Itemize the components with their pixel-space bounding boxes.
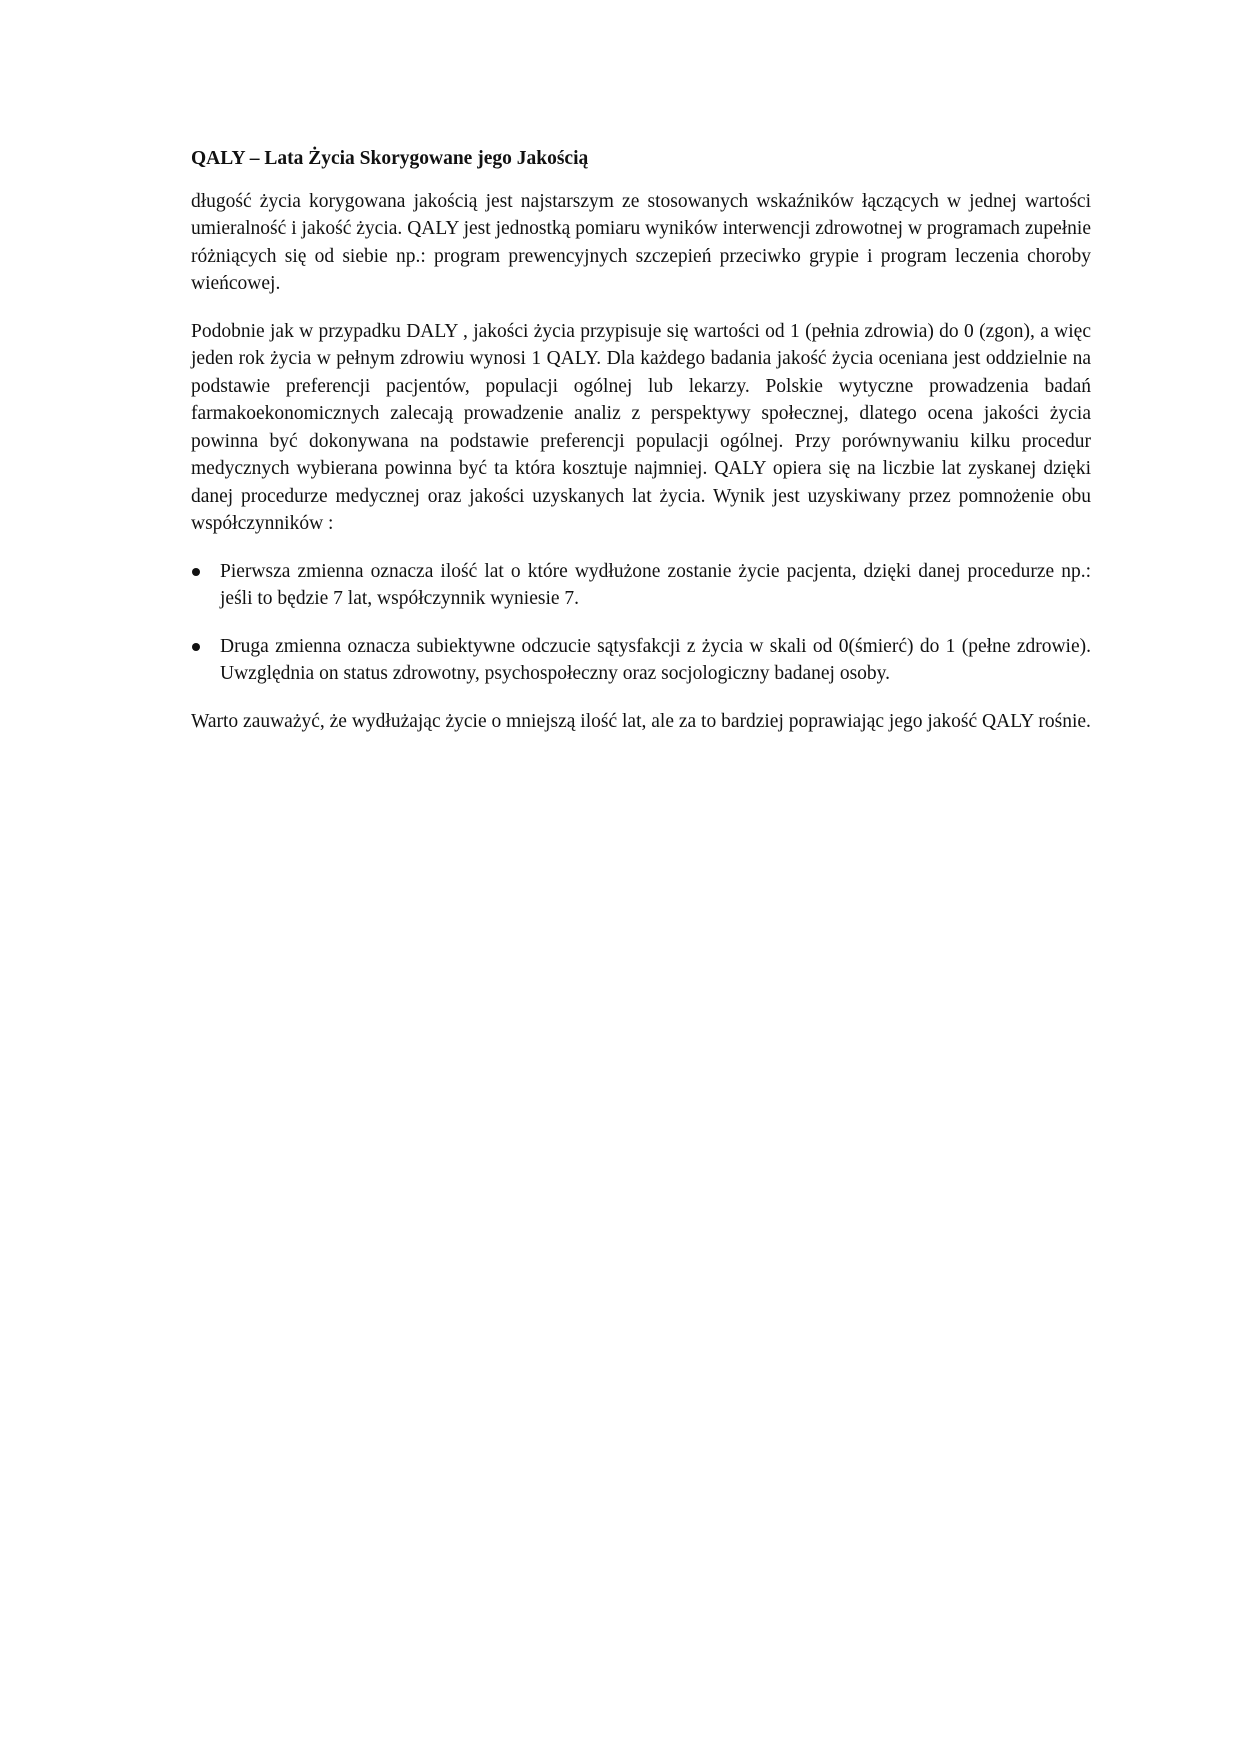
list-item-text: Pierwsza zmienna oznacza ilość lat o które wydłużone zostanie życie pacjenta, dzięki danej procedurze np.: jeśli to będzie 7 lat, współczynnik wyniesie 7. <box>220 560 1091 609</box>
bullet-icon <box>192 643 200 651</box>
daly-comparison-paragraph: Podobnie jak w przypadku DALY , jakości życia przypisuje się wartości od 1 (pełnia zdrowia) do 0 (zgon), a więc jeden rok życia w pełnym zdrowiu wynosi 1 QALY. Dla każdego badania jakość życia oceniana jest oddzielnie na podstawie preferencji pacjentów, populacji ogólnej lub lekarzy. Polskie wytyczne prowadzenia badań farmakoekonomicznych zalecają prowadzenie analiz z perspektywy społecznej, dlatego ocena jakości życia powinna być dokonywana na podstawie preferencji populacji ogólnej. Przy porównywaniu kilku procedur medycznych wybierana powinna być ta która kosztuje najmniej. QALY opiera się na liczbie lat zyskanej dzięki danej procedurze medycznej oraz jakości uzyskanych lat życia. Wynik jest uzyskiwany przez pomnożenie obu współczynników : <box>191 320 1091 534</box>
intro-paragraph: długość życia korygowana jakością jest najstarszym ze stosowanych wskaźników łączących w jednej wartości umieralność i jakość życia. QALY jest jednostką pomiaru wyników interwencji zdrowotnej w programach zupełnie różniących się od siebie np.: program prewencyjnych szczepień przeciwko grypie i program leczenia choroby wieńcowej. <box>191 190 1091 294</box>
variables-list <box>191 558 1091 688</box>
document-title: QALY – Lata Życia Skorygowane jego Jakością <box>191 148 589 169</box>
closing-paragraph: Warto zauważyć, że wydłużając życie o mniejszą ilość lat, ale za to bardziej poprawiając jego jakość QALY rośnie. <box>191 710 1091 732</box>
list-item <box>191 633 1091 688</box>
document-body <box>191 145 1091 755</box>
bullet-icon <box>192 568 200 576</box>
list-item <box>191 558 1091 613</box>
list-item-text: Druga zmienna oznacza subiektywne odczucie sątysfakcji z życia w skali od 0(śmierć) do 1 (pełne zdrowie). Uwzględnia on status zdrowotny, psychospołeczny oraz socjologiczny badanej osoby. <box>220 635 1091 684</box>
